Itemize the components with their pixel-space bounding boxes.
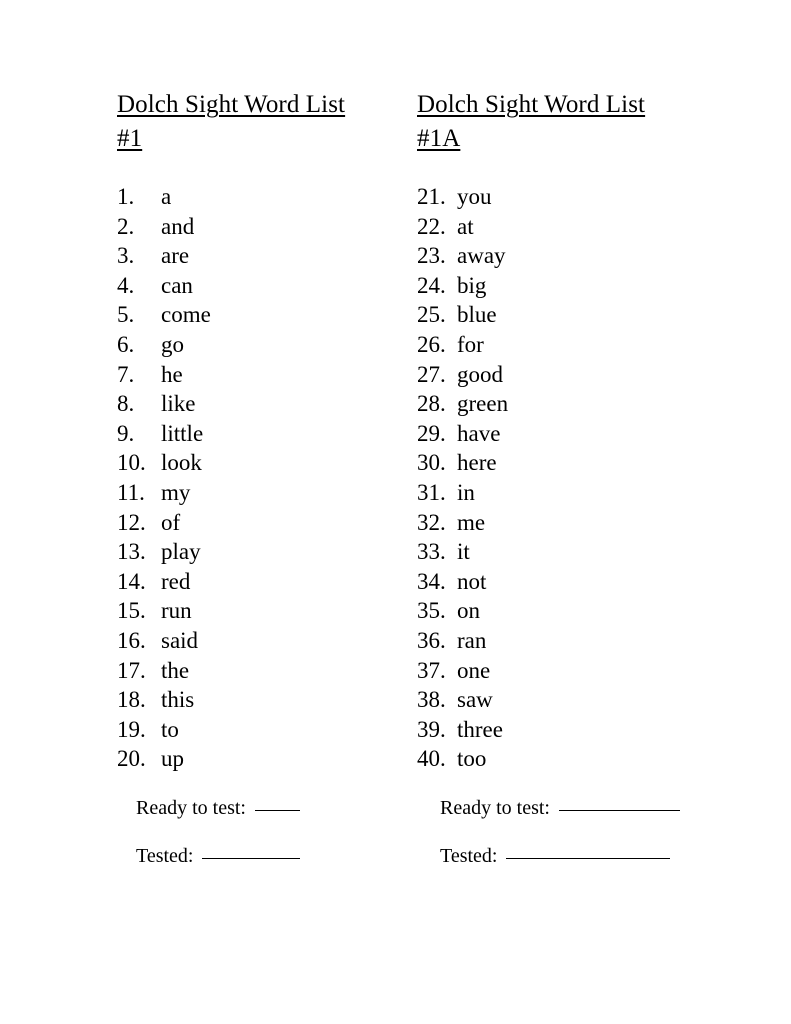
- list-item: [117, 596, 300, 626]
- tested-row: [440, 844, 680, 868]
- list-item: [117, 241, 300, 271]
- item-word: good: [457, 361, 503, 387]
- item-word: my: [161, 479, 191, 505]
- list-item: [417, 271, 680, 301]
- item-word: said: [161, 627, 199, 653]
- list-item: [417, 626, 680, 656]
- item-number: 26.: [417, 331, 446, 357]
- column-2-heading-line2: #1A: [417, 125, 461, 152]
- item-number: 23.: [417, 243, 446, 269]
- item-word: can: [161, 272, 193, 298]
- item-number: 34.: [417, 568, 446, 594]
- list-item: [117, 389, 300, 419]
- item-word: it: [457, 539, 470, 565]
- list-item: [417, 685, 680, 715]
- column-1-heading-line2: #1: [117, 125, 143, 152]
- list-item: [117, 419, 300, 449]
- item-number: 16.: [117, 627, 146, 653]
- item-number: 4.: [117, 272, 135, 298]
- item-word: on: [457, 598, 480, 624]
- list-item: [417, 182, 680, 212]
- item-word: look: [161, 450, 202, 476]
- item-word: blue: [457, 302, 497, 328]
- list-item: [117, 478, 300, 508]
- item-word: have: [457, 420, 501, 446]
- tested-label: Tested:: [136, 844, 194, 867]
- item-word: not: [457, 568, 487, 594]
- ready-to-test-row: [136, 796, 300, 820]
- list-item: [417, 419, 680, 449]
- list-item: [417, 478, 680, 508]
- item-word: play: [161, 539, 201, 565]
- list-item: [417, 448, 680, 478]
- list-item: [417, 300, 680, 330]
- list-item: [417, 360, 680, 390]
- item-number: 24.: [417, 272, 446, 298]
- item-word: are: [161, 243, 190, 269]
- list-item: [417, 330, 680, 360]
- list-item: [417, 241, 680, 271]
- column-2-heading-line1: Dolch Sight Word List: [417, 91, 646, 118]
- item-word: run: [161, 598, 192, 624]
- list-item: [417, 508, 680, 538]
- item-number: 10.: [117, 450, 146, 476]
- ready-to-test-blank[interactable]: [559, 810, 680, 811]
- item-number: 19.: [117, 716, 146, 742]
- list-item: [117, 537, 300, 567]
- list-item: [117, 715, 300, 745]
- item-number: 6.: [117, 331, 135, 357]
- item-word: here: [457, 450, 497, 476]
- list-item: [417, 212, 680, 242]
- ready-to-test-row: [440, 796, 680, 820]
- item-number: 30.: [417, 450, 446, 476]
- list-item: [117, 212, 300, 242]
- item-word: ran: [457, 627, 487, 653]
- item-word: green: [457, 391, 509, 417]
- item-number: 13.: [117, 539, 146, 565]
- tested-label: Tested:: [440, 844, 498, 867]
- column-2-heading: [417, 88, 680, 156]
- item-number: 17.: [117, 657, 146, 683]
- item-word: this: [161, 687, 195, 713]
- item-number: 35.: [417, 598, 446, 624]
- item-number: 39.: [417, 716, 446, 742]
- item-word: away: [457, 243, 506, 269]
- list-item: [417, 596, 680, 626]
- list-item: [117, 508, 300, 538]
- item-word: come: [161, 302, 211, 328]
- word-list-2: [417, 182, 680, 774]
- list-item: [117, 360, 300, 390]
- item-word: for: [457, 331, 484, 357]
- item-word: in: [457, 479, 475, 505]
- item-word: up: [161, 746, 184, 772]
- list-item: [117, 300, 300, 330]
- column-1-footer: [117, 796, 300, 868]
- item-number: 8.: [117, 391, 135, 417]
- column-1-heading-line1: Dolch Sight Word List: [117, 91, 346, 118]
- column-2-footer: [417, 796, 680, 868]
- item-number: 5.: [117, 302, 135, 328]
- item-number: 11.: [117, 479, 145, 505]
- item-number: 15.: [117, 598, 146, 624]
- item-word: red: [161, 568, 191, 594]
- item-number: 36.: [417, 627, 446, 653]
- item-word: me: [457, 509, 486, 535]
- item-word: go: [161, 331, 184, 357]
- item-word: he: [161, 361, 183, 387]
- item-word: little: [161, 420, 204, 446]
- list-item: [117, 656, 300, 686]
- list-item: [117, 271, 300, 301]
- item-number: 38.: [417, 687, 446, 713]
- item-word: a: [161, 184, 172, 209]
- item-number: 25.: [417, 302, 446, 328]
- word-list-column-1: [0, 88, 346, 868]
- item-number: 32.: [417, 509, 446, 535]
- item-word: you: [457, 184, 492, 209]
- item-word: three: [457, 716, 503, 742]
- item-word: to: [161, 716, 179, 742]
- list-item: [417, 715, 680, 745]
- item-number: 9.: [117, 420, 135, 446]
- item-number: 2.: [117, 213, 135, 239]
- list-item: [117, 626, 300, 656]
- item-number: 33.: [417, 539, 446, 565]
- list-item: [117, 685, 300, 715]
- list-item: [117, 330, 300, 360]
- item-word: of: [161, 509, 181, 535]
- item-number: 12.: [117, 509, 146, 535]
- item-number: 31.: [417, 479, 446, 505]
- item-number: 21.: [417, 184, 446, 209]
- item-number: 3.: [117, 243, 135, 269]
- list-item: [417, 567, 680, 597]
- item-word: like: [161, 391, 196, 417]
- word-list-column-2: [300, 88, 680, 868]
- ready-to-test-blank[interactable]: [255, 810, 300, 811]
- item-number: 18.: [117, 687, 146, 713]
- column-1-heading: [117, 88, 346, 156]
- item-number: 29.: [417, 420, 446, 446]
- item-word: saw: [457, 687, 493, 713]
- tested-blank[interactable]: [506, 858, 670, 859]
- item-word: and: [161, 213, 195, 239]
- item-number: 14.: [117, 568, 146, 594]
- list-item: [117, 567, 300, 597]
- list-item: [117, 744, 300, 774]
- item-number: 20.: [117, 746, 146, 772]
- item-number: 1.: [117, 184, 135, 209]
- ready-to-test-label: Ready to test:: [136, 796, 246, 819]
- list-item: [417, 656, 680, 686]
- item-number: 27.: [417, 361, 446, 387]
- list-item: [417, 537, 680, 567]
- item-word: big: [457, 272, 487, 298]
- item-word: the: [161, 657, 190, 683]
- ready-to-test-label: Ready to test:: [440, 796, 550, 819]
- word-list-columns: [0, 88, 791, 868]
- list-item: [117, 182, 300, 212]
- word-list-1: [117, 182, 300, 774]
- list-item: [417, 744, 680, 774]
- tested-blank[interactable]: [202, 858, 300, 859]
- tested-row: [136, 844, 300, 868]
- item-word: at: [457, 213, 474, 239]
- item-number: 28.: [417, 391, 446, 417]
- item-word: one: [457, 657, 491, 683]
- item-word: too: [457, 746, 487, 772]
- item-number: 22.: [417, 213, 446, 239]
- list-item: [117, 448, 300, 478]
- item-number: 40.: [417, 746, 446, 772]
- item-number: 7.: [117, 361, 135, 387]
- item-number: 37.: [417, 657, 446, 683]
- list-item: [417, 389, 680, 419]
